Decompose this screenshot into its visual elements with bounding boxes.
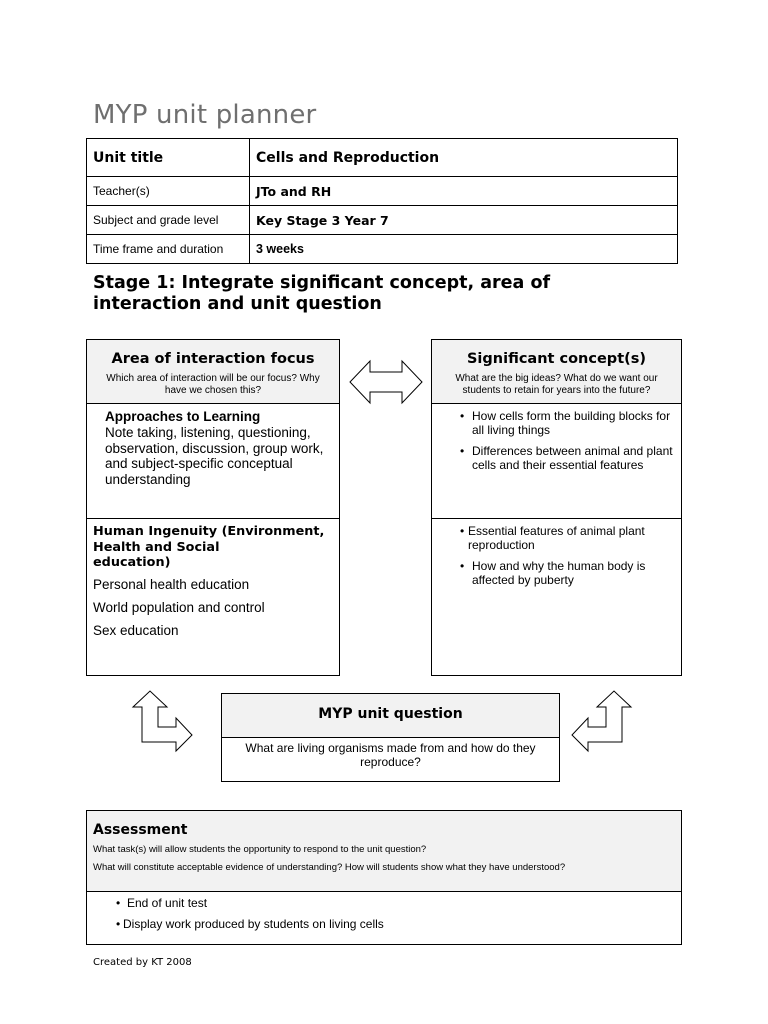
unit-question-box (221, 693, 560, 782)
concept-section-reproduction (432, 518, 681, 587)
list-item: • Essential features of animal plant reproduction (460, 524, 645, 552)
teacher-label: Teacher(s) (87, 177, 250, 206)
assessment-title: Assessment (93, 822, 188, 838)
approaches-heading: Approaches to Learning (105, 409, 261, 424)
subject-value: Key Stage 3 Year 7 (250, 206, 678, 235)
concept-item-text: Differences between animal and plant cells and their essential features (472, 444, 673, 472)
assessment-box (86, 810, 682, 945)
concept-item-text: How and why the human body is affected by puberty (472, 559, 646, 587)
list-item: Sex education (93, 622, 179, 638)
aoi-section-approaches (87, 404, 339, 518)
unit-question-title: MYP unit question (318, 706, 463, 722)
unit-info-table (86, 138, 678, 264)
stage-heading: Stage 1: Integrate significant concept, area of interaction and unit question (93, 273, 551, 314)
assessment-prompt-1: What task(s) will allow students the opportunity to respond to the unit question? (93, 844, 427, 855)
footer-credit: Created by KT 2008 (93, 957, 192, 968)
concept-title: Significant concept(s) (466, 351, 647, 367)
aoi-header (87, 340, 339, 404)
area-of-interaction-box (86, 339, 340, 676)
aoi-title: Area of interaction focus (111, 351, 315, 367)
bent-arrow-right-icon (132, 690, 194, 752)
aoi-subtitle: Which area of interaction will be our focus? Why have we chosen this? (106, 373, 320, 396)
concept-item-text: How cells form the building blocks for all living things (472, 409, 671, 437)
table-row (87, 235, 678, 264)
list-item: Personal health education (93, 576, 250, 592)
list-item: World population and control (93, 599, 265, 615)
assessment-item-text: Display work produced by students on living cells (123, 917, 384, 931)
table-row (87, 177, 678, 206)
unit-title-value: Cells and Reproduction (250, 139, 678, 177)
approaches-body: Note taking, listening, questioning, observation, discussion, group work, and subject-specific conceptual understanding (105, 425, 324, 487)
list-item: • End of unit test (116, 896, 208, 910)
bent-arrow-left-icon (570, 690, 632, 752)
table-row (87, 206, 678, 235)
aoi-section-human-ingenuity (87, 518, 339, 639)
list-item: • Differences between animal and plant cells and their essential features (460, 444, 673, 472)
assessment-item-text: End of unit test (127, 896, 208, 910)
human-ingenuity-heading-line1: Human Ingenuity (Environment, (93, 524, 325, 539)
human-ingenuity-heading (93, 524, 333, 571)
list-item: • How and why the human body is affected by puberty (460, 559, 646, 587)
concept-header (432, 340, 681, 404)
double-arrow-icon (349, 360, 423, 404)
table-row (87, 139, 678, 177)
list-item: • Display work produced by students on living cells (116, 917, 384, 931)
unit-question-text: What are living organisms made from and how do they reproduce? (245, 741, 536, 769)
teacher-value: JTo and RH (250, 177, 678, 206)
human-ingenuity-heading-line3: education) (93, 555, 171, 570)
assessment-header (87, 811, 681, 892)
human-ingenuity-heading-line2: Health and Social (93, 539, 220, 555)
subject-label: Subject and grade level (87, 206, 250, 235)
list-item: • How cells form the building blocks for all living things (460, 409, 671, 437)
significant-concept-box (431, 339, 682, 676)
concept-section-cells (432, 404, 681, 518)
concept-item-text: Essential features of animal plant reproduction (468, 524, 645, 552)
timeframe-label: Time frame and duration (87, 235, 250, 264)
page-title: MYP unit planner (93, 100, 317, 130)
assessment-prompt-2: What will constitute acceptable evidence of understanding? How will students show what they have understood? (93, 862, 566, 873)
timeframe-value: 3 weeks (250, 235, 678, 264)
unit-title-label: Unit title (87, 139, 250, 177)
concept-subtitle: What are the big ideas? What do we want our students to retain for years into the future? (455, 373, 658, 396)
unit-question-header (222, 694, 559, 738)
